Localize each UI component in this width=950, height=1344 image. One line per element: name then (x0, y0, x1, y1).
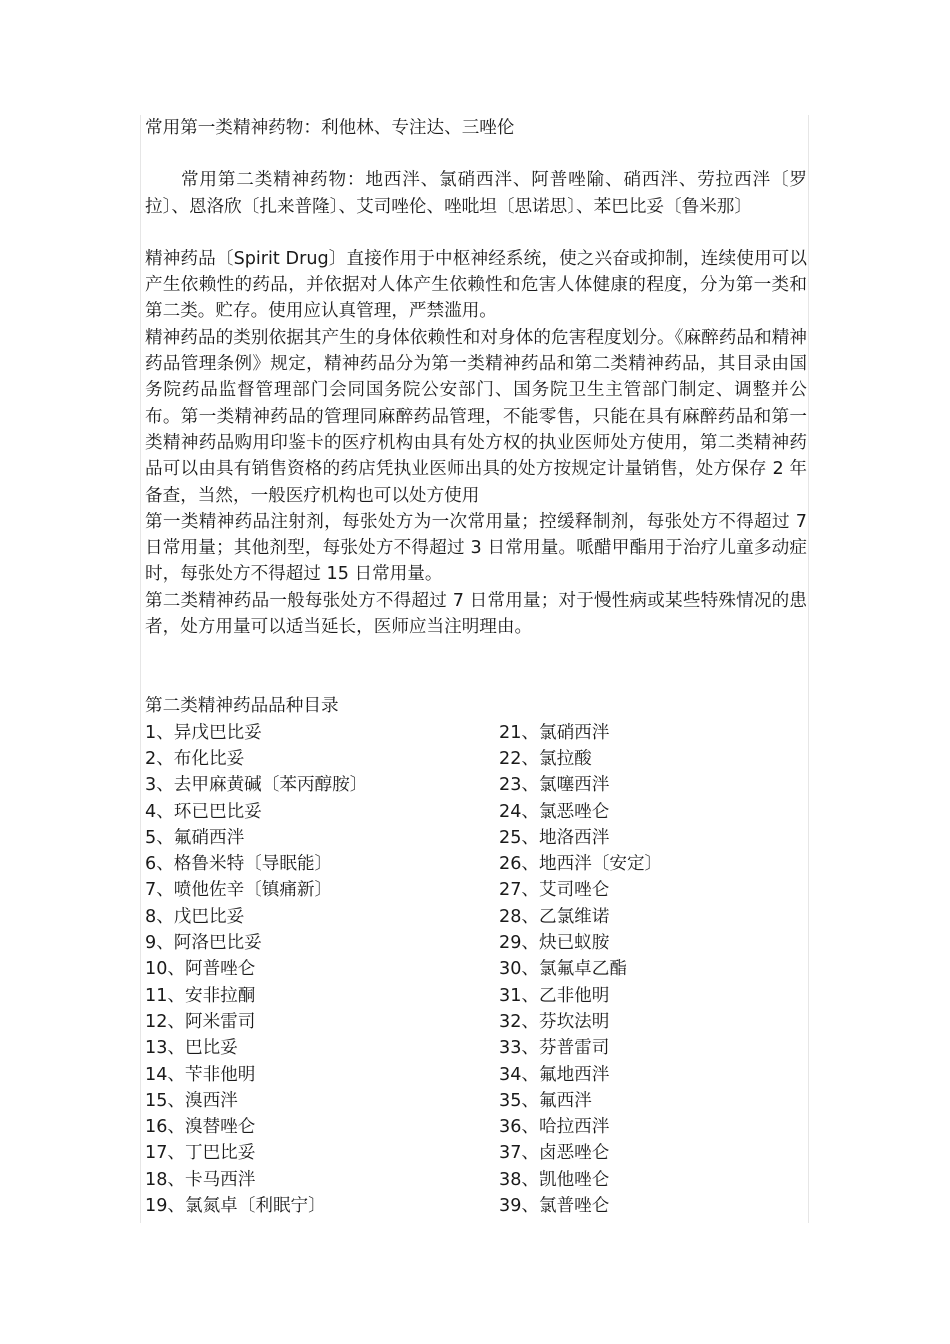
definition-paragraph: 精神药品〔Spirit Drug〕直接作用于中枢神经系统，使之兴奋或抑制，连续使用可以产生依赖性的药品，并依据对人体产生依赖性和危害人体健康的程度，分为第一类和第二类。贮存。使用应认真管理，严禁滥用。 (145, 248, 807, 322)
list-item: 33、芬普雷司 (499, 1038, 610, 1059)
document-content (145, 115, 807, 1219)
list-item: 7、喷他佐辛〔镇痛新〕 (145, 880, 333, 901)
list-item: 6、格鲁米特〔导眠能〕 (145, 854, 333, 875)
class2-common-drugs: 常用第二类精神药物：地西泮、氯硝西泮、阿普唑隃、硝西泮、劳拉西泮〔罗拉〕、恩洛欣〔扎来普隆〕、艾司唑伦、唑吡坦〔思诺思〕、苯巴比妥〔鲁米那〕 (145, 170, 807, 217)
left-border-line (140, 115, 141, 1223)
list-item: 36、哈拉西泮 (499, 1117, 610, 1138)
list-item: 31、乙非他明 (499, 985, 610, 1006)
list-item: 22、氯拉酸 (499, 748, 592, 769)
class2-prescription-paragraph: 第二类精神药品一般每张处方不得超过 7 日常用量；对于慢性病或某些特殊情况的患者，处方用量可以适当延长，医师应当注明理由。 (145, 590, 807, 638)
list-item: 17、丁巴比妥 (145, 1143, 256, 1164)
classification-paragraph: 精神药品的类别依据其产生的身体依赖性和对身体的危害程度划分。《麻醉药品和精神药品管理条例》规定，精神药品分为第一类精神药品和第二类精神药品，其目录由国务院药品监督管理部门会同国务院公安部门、国务院卫生主管部门制定、调整并公布。第一类精神药品的管理同麻醉药品管理，不能零售，只能在具有麻醉药品和第一类精神药品购用印鉴卡的医疗机构由具有处方权的执业医师处方使用，第二类精神药品可以由具有销售资格的药店凭执业医师出具的处方按规定计量销售，处方保存 2 年备查，当然，一般医疗机构也可以处方使用 (145, 327, 807, 506)
list-title: 第二类精神药品品种目录 (145, 696, 339, 717)
list-item: 10、阿普唑仑 (145, 959, 256, 980)
list-item: 30、氯氟卓乙酯 (499, 959, 627, 980)
right-border-line (808, 115, 809, 1223)
list-item: 19、氯氮卓〔利眠宁〕 (145, 1195, 326, 1216)
class1-common-drugs: 常用第一类精神药物：利他林、专注达、三唑伦 (145, 118, 515, 138)
list-item: 23、氯噻西泮 (499, 775, 610, 796)
list-item: 14、苄非他明 (145, 1064, 256, 1085)
list-item: 21、氯硝西泮 (499, 722, 610, 743)
list-item: 5、氟硝西泮 (145, 827, 245, 848)
list-item: 13、巴比妥 (145, 1038, 238, 1059)
list-item: 39、氯普唑仑 (499, 1195, 610, 1216)
list-item: 37、卤恶唑仑 (499, 1143, 610, 1164)
list-item: 32、芬坎法明 (499, 1011, 610, 1032)
list-item: 26、地西泮〔安定〕 (499, 854, 663, 875)
list-item: 24、氯恶唑仑 (499, 801, 610, 822)
list-item: 16、溴替唑仑 (145, 1117, 256, 1138)
drug-list (145, 720, 807, 1220)
list-item: 12、阿米雷司 (145, 1011, 256, 1032)
list-item: 15、溴西泮 (145, 1090, 238, 1111)
list-item: 38、凯他唑仑 (499, 1169, 610, 1190)
list-item: 35、氟西泮 (499, 1090, 592, 1111)
list-item: 18、卡马西泮 (145, 1169, 256, 1190)
list-item: 9、阿洛巴比妥 (145, 933, 262, 954)
list-item: 8、戊巴比妥 (145, 906, 245, 927)
list-item: 1、异戊巴比妥 (145, 722, 262, 743)
list-item: 34、氟地西泮 (499, 1064, 610, 1085)
list-item: 3、去甲麻黄碱〔苯丙醇胺〕 (145, 775, 368, 796)
list-item: 2、布化比妥 (145, 748, 245, 769)
list-item: 27、艾司唑仑 (499, 880, 610, 901)
list-item: 29、炔已蚁胺 (499, 933, 610, 954)
list-item: 25、地洛西泮 (499, 827, 610, 848)
list-item: 4、环已巴比妥 (145, 801, 262, 822)
list-item: 11、安非拉酮 (145, 985, 256, 1006)
list-item: 28、乙氯维诺 (499, 906, 610, 927)
class1-prescription-paragraph: 第一类精神药品注射剂，每张处方为一次常用量；控缓释制剂，每张处方不得超过 7 日常用量；其他剂型，每张处方不得超过 3 日常用量。哌醋甲酯用于治疗儿童多动症时，每张处方不得超过 15 日常用量。 (145, 511, 807, 585)
